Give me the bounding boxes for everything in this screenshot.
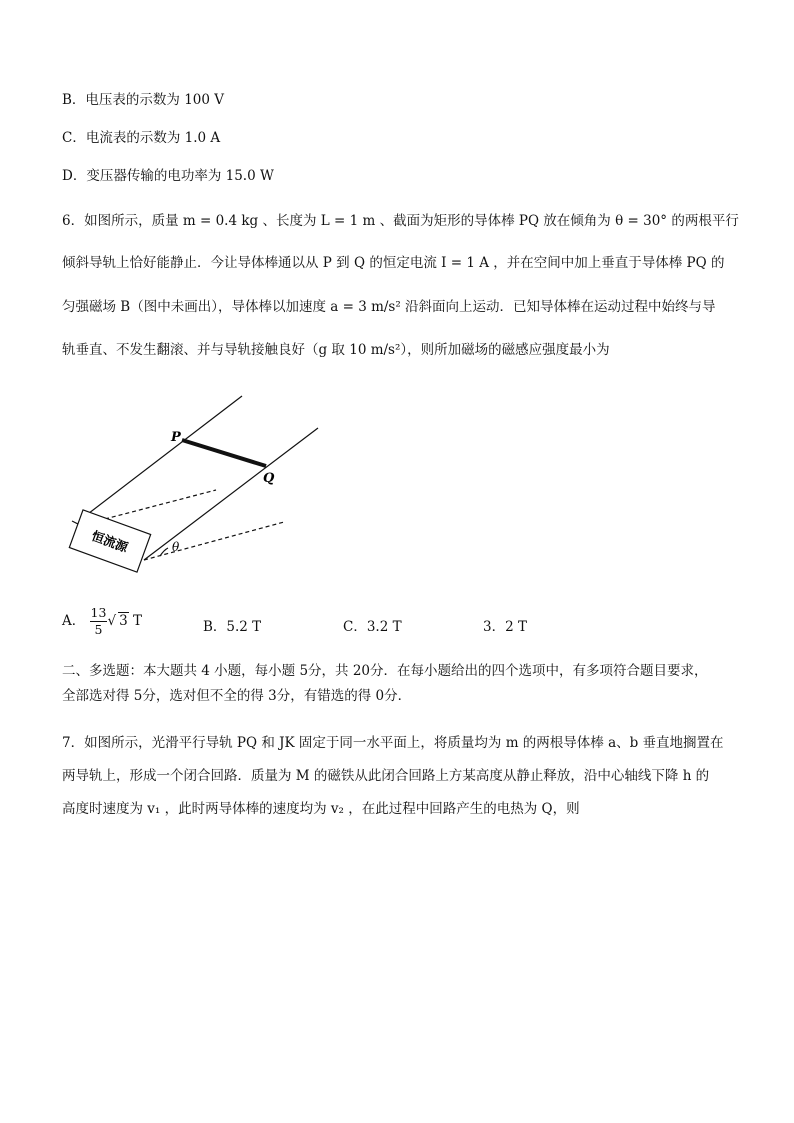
choice-a-prefix: A． [62, 613, 86, 629]
sqrt-radicand: 3 [119, 613, 128, 629]
label-theta: θ [172, 540, 180, 554]
right-rail [144, 428, 318, 560]
label-p: P [171, 430, 181, 445]
angle-arc [160, 548, 168, 556]
option-b: B．电压表的示数为 100 V [62, 92, 225, 108]
fraction-numerator: 13 [90, 605, 107, 620]
conductor-rod [182, 440, 266, 466]
option-d: D．变压器传输的电功率为 15.0 W [62, 168, 274, 184]
sqrt-icon: √ [107, 613, 117, 629]
q7-text-line-2: 两导轨上，形成一个闭合回路．质量为 M 的磁铁从此闭合回路上方某高度从静止释放，沿中心轴线下降 h 的 [62, 768, 710, 784]
q6-text-line-4: 轨垂直、不发生翻滚、并与导轨接触良好（g 取 10 m/s²），则所加磁场的磁感应强度最小为 [62, 342, 610, 358]
choice-a [62, 605, 142, 638]
dashed-line-lower [144, 522, 284, 560]
q7-text-line-3: 高度时速度为 v₁ ，此时两导体棒的速度均为 v₂ ，在此过程中回路产生的电热为 Q，则 [62, 801, 580, 817]
dashed-line-upper [105, 490, 216, 519]
fraction-denominator: 5 [94, 622, 103, 637]
incline-rail-diagram [60, 388, 330, 573]
source-label: 恒流源 [89, 528, 131, 555]
q6-text-line-1: 6．如图所示，质量 m = 0.4 kg 、长度为 L = 1 m 、截面为矩形的导体棒 PQ 放在倾角为 θ = 30° 的两根平行 [62, 213, 739, 229]
choice-b: B．5.2 T [203, 619, 262, 635]
q6-choices [62, 603, 562, 647]
option-c: C．电流表的示数为 1.0 A [62, 130, 221, 146]
section2-heading-line-1: 二、多选题：本大题共 4 小题，每小题 5分，共 20分．在每小题给出的四个选项中，有多项符合题目要求， [62, 663, 708, 679]
choice-a-unit: T [132, 613, 142, 629]
section2-heading-line-2: 全部选对得 5分，选对但不全的得 3分，有错选的得 0分． [62, 688, 412, 704]
choice-a-fraction [90, 605, 108, 638]
q6-text-line-3: 匀强磁场 B（图中未画出），导体棒以加速度 a = 3 m/s² 沿斜面向上运动．已知导体棒在运动过程中始终与导 [62, 299, 716, 315]
choice-c: C．3.2 T [343, 619, 402, 635]
label-q: Q [263, 471, 275, 486]
q6-text-line-2: 倾斜导轨上恰好能静止．今让导体棒通以从 P 到 Q 的恒定电流 I = 1 A ，并在空间中加上垂直于导体棒 PQ 的 [62, 255, 725, 271]
q7-text-line-1: 7．如图所示，光滑平行导轨 PQ 和 JK 固定于同一水平面上，将质量均为 m 的两根导体棒 a、b 垂直地搁置在 [62, 735, 724, 751]
choice-d: 3．2 T [483, 619, 527, 635]
left-rail [80, 396, 242, 520]
